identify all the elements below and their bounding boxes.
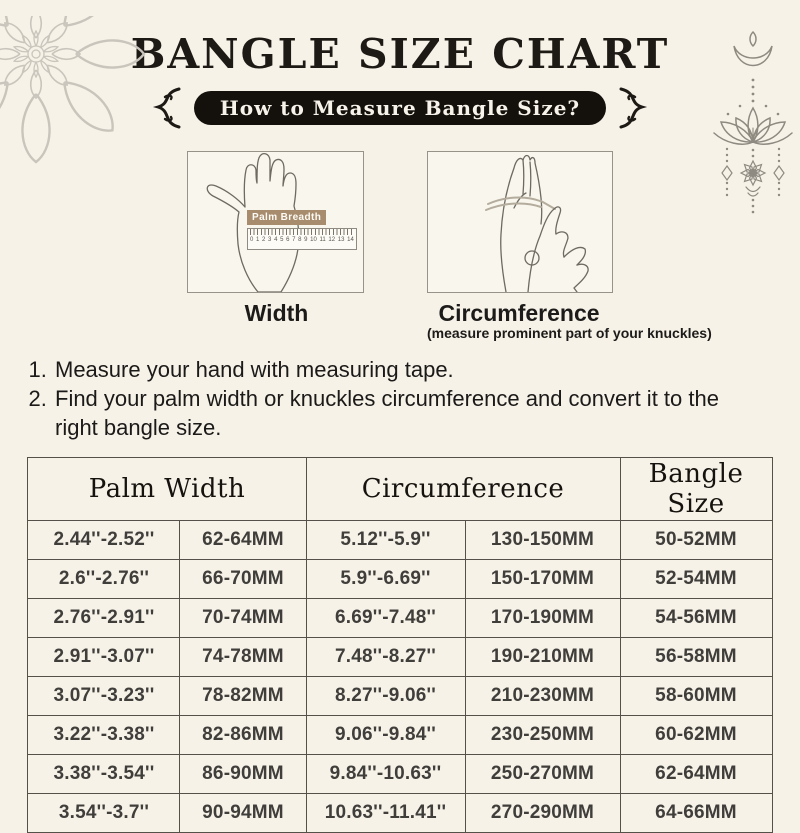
circumference-in: 5.12''-5.9'' bbox=[306, 521, 465, 560]
lotus-ornament-decoration bbox=[690, 30, 800, 220]
knuckle-circumference-hand-illustration bbox=[428, 152, 612, 292]
palm-width-mm: 78-82MM bbox=[180, 677, 306, 716]
flourish-right-icon bbox=[618, 86, 648, 130]
circumference-mm: 270-290MM bbox=[465, 794, 620, 833]
measuring-tape-ruler bbox=[247, 228, 357, 250]
instructions bbox=[27, 355, 765, 442]
width-illustration-box bbox=[187, 151, 364, 293]
table-row bbox=[28, 716, 772, 755]
table-row bbox=[28, 599, 772, 638]
palm-width-mm: 66-70MM bbox=[180, 560, 306, 599]
table-row bbox=[28, 560, 772, 599]
page-title: BANGLE SIZE CHART bbox=[130, 30, 670, 78]
palm-width-in: 3.07''-3.23'' bbox=[28, 677, 180, 716]
circumference-note: (measure prominent part of your knuckles) bbox=[427, 325, 712, 341]
palm-width-in: 3.38''-3.54'' bbox=[28, 755, 180, 794]
bangle-size-mm: 60-62MM bbox=[620, 716, 772, 755]
circumference-in: 9.84''-10.63'' bbox=[306, 755, 465, 794]
table-row bbox=[28, 521, 772, 560]
palm-width-in: 2.76''-2.91'' bbox=[28, 599, 180, 638]
palm-width-mm: 70-74MM bbox=[180, 599, 306, 638]
palm-width-mm: 86-90MM bbox=[180, 755, 306, 794]
table-row bbox=[28, 638, 772, 677]
palm-width-in: 2.6''-2.76'' bbox=[28, 560, 180, 599]
bangle-size-mm: 50-52MM bbox=[620, 521, 772, 560]
circumference-in: 9.06''-9.84'' bbox=[306, 716, 465, 755]
palm-width-mm: 82-86MM bbox=[180, 716, 306, 755]
circumference-mm: 250-270MM bbox=[465, 755, 620, 794]
palm-width-mm: 90-94MM bbox=[180, 794, 306, 833]
circumference-mm: 190-210MM bbox=[465, 638, 620, 677]
mandala-corner-decoration bbox=[0, 16, 148, 176]
circumference-in: 5.9''-6.69'' bbox=[306, 560, 465, 599]
instruction-step-1: 1. Measure your hand with measuring tape. bbox=[53, 355, 765, 384]
bangle-size-mm: 62-64MM bbox=[620, 755, 772, 794]
palm-breadth-tag: Palm Breadth bbox=[247, 210, 326, 225]
palm-width-mm: 74-78MM bbox=[180, 638, 306, 677]
bangle-size-mm: 52-54MM bbox=[620, 560, 772, 599]
circumference-mm: 130-150MM bbox=[465, 521, 620, 560]
circumference-in: 8.27''-9.06'' bbox=[306, 677, 465, 716]
palm-width-in: 2.91''-3.07'' bbox=[28, 638, 180, 677]
header-palm-width: Palm Width bbox=[28, 458, 306, 521]
circumference-in: 6.69''-7.48'' bbox=[306, 599, 465, 638]
circumference-mm: 230-250MM bbox=[465, 716, 620, 755]
palm-width-in: 2.44''-2.52'' bbox=[28, 521, 180, 560]
flourish-left-icon bbox=[152, 86, 182, 130]
header-bangle-size: Bangle Size bbox=[620, 458, 772, 521]
circumference-caption: Circumference bbox=[438, 300, 600, 326]
circumference-in: 10.63''-11.41'' bbox=[306, 794, 465, 833]
palm-width-in: 3.54''-3.7'' bbox=[28, 794, 180, 833]
ruler-ticks bbox=[250, 229, 354, 235]
circumference-mm: 170-190MM bbox=[465, 599, 620, 638]
width-caption: Width bbox=[244, 300, 309, 326]
how-to-measure-badge: How to Measure Bangle Size? bbox=[194, 91, 606, 125]
bangle-size-mm: 56-58MM bbox=[620, 638, 772, 677]
circumference-illustration-box bbox=[427, 151, 613, 293]
bangle-size-mm: 58-60MM bbox=[620, 677, 772, 716]
palm-width-mm: 62-64MM bbox=[180, 521, 306, 560]
bangle-size-table bbox=[27, 457, 772, 833]
header-circumference: Circumference bbox=[306, 458, 620, 521]
ruler-numbers: 0 1 2 3 4 5 6 7 8 9 10 11 12 13 14 bbox=[250, 237, 354, 243]
palm-width-in: 3.22''-3.38'' bbox=[28, 716, 180, 755]
circumference-mm: 150-170MM bbox=[465, 560, 620, 599]
table-row bbox=[28, 677, 772, 716]
table-row bbox=[28, 794, 772, 833]
table-header-row bbox=[28, 458, 772, 521]
bangle-size-mm: 64-66MM bbox=[620, 794, 772, 833]
circumference-mm: 210-230MM bbox=[465, 677, 620, 716]
instruction-step-2: 2. Find your palm width or knuckles circumference and convert it to the right bangle size. bbox=[53, 384, 765, 442]
bangle-size-mm: 54-56MM bbox=[620, 599, 772, 638]
caption-row bbox=[0, 301, 800, 341]
table-row bbox=[28, 755, 772, 794]
circumference-in: 7.48''-8.27'' bbox=[306, 638, 465, 677]
